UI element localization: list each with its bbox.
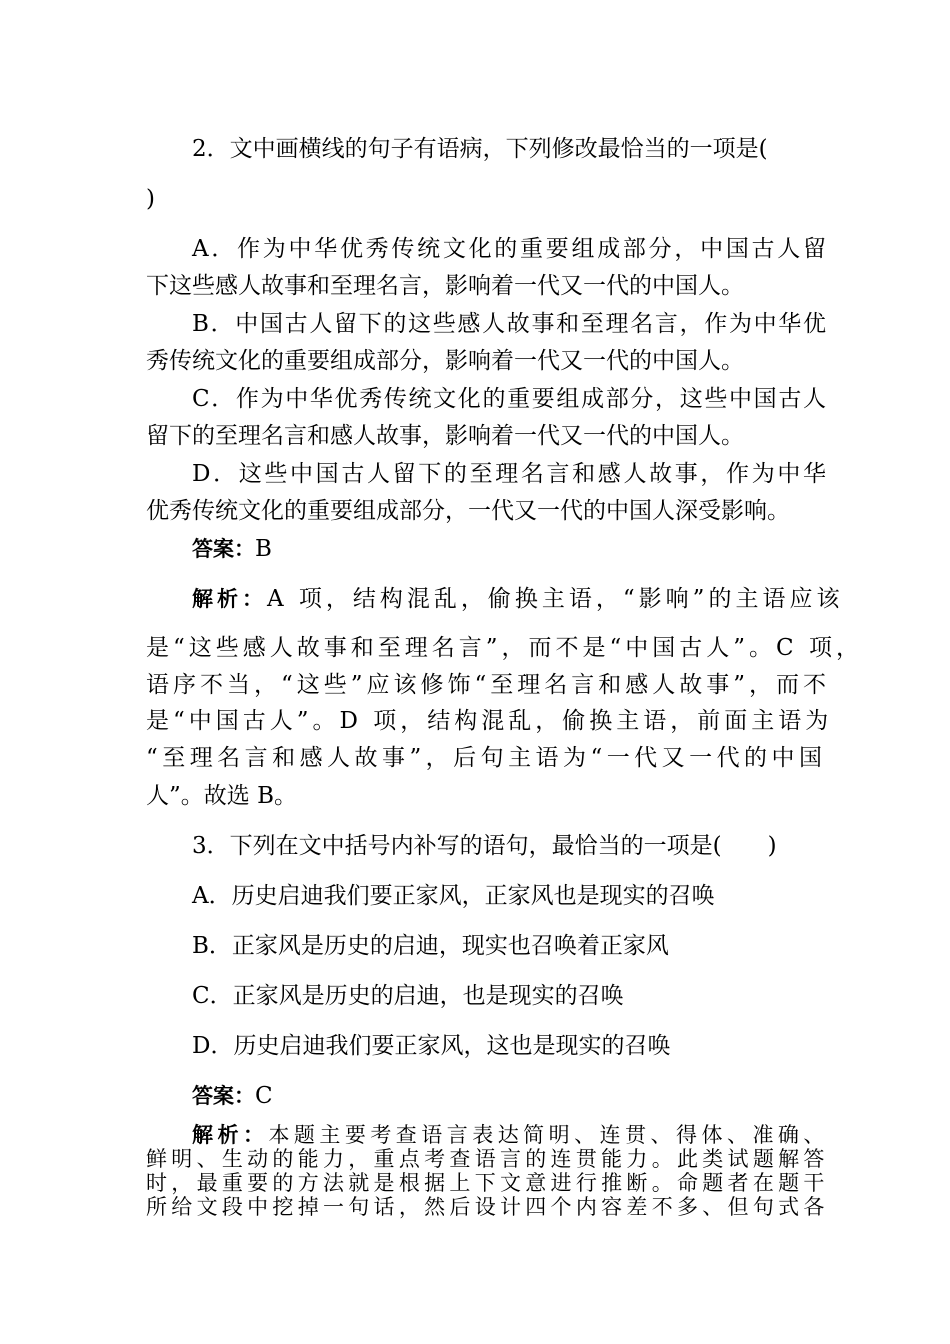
q2-option-d-line2: 优秀传统文化的重要组成部分，一代又一代的中国人深受影响。 <box>146 498 790 524</box>
q2-option-c-line2: 留下的至理名言和感人故事，影响着一代又一代的中国人。 <box>146 423 744 449</box>
q3-option-d: D．历史启迪我们要正家风，这也是现实的召唤 <box>192 1033 671 1059</box>
q2-analysis-line5: “至理名言和感人故事”，后句主语为“一代又一代的中国 <box>146 745 826 771</box>
q3-option-c: C．正家风是历史的启迪，也是现实的召唤 <box>192 983 624 1009</box>
q2-answer-value: B <box>255 536 272 562</box>
q2-answer-label: 答案： <box>192 537 255 561</box>
q2-option-b-line2: 秀传统文化的重要组成部分，影响着一代又一代的中国人。 <box>146 348 744 374</box>
q2-analysis-line2: 是“这些感人故事和至理名言”，而不是“中国古人”。C 项， <box>146 635 863 661</box>
q2-option-a-line2: 下这些感人故事和至理名言，影响着一代又一代的中国人。 <box>146 273 744 299</box>
q2-analysis-text1: A 项，结构混乱，偷换主语，“影响”的主语应该 <box>267 586 844 612</box>
q2-stem-line1: 2．文中画横线的句子有语病，下列修改最恰当的一项是( <box>192 136 768 162</box>
q3-analysis-line1 <box>192 1123 826 1147</box>
q3-option-b: B．正家风是历史的启迪，现实也召唤着正家风 <box>192 933 669 959</box>
q3-answer-value: C <box>255 1083 273 1109</box>
q2-option-a-line1: A．作为中华优秀传统文化的重要组成部分，中国古人留 <box>192 236 826 262</box>
q2-option-d-line1: D．这些中国古人留下的至理名言和感人故事，作为中华 <box>192 461 826 487</box>
q2-analysis-line3: 语序不当，“这些”应该修饰“至理名言和感人故事”，而不 <box>146 672 831 698</box>
q2-analysis-line1 <box>192 584 844 614</box>
q3-answer-label: 答案： <box>192 1084 255 1108</box>
q3-answer <box>192 1081 826 1111</box>
q2-analysis-line6: 人”。故选 B。 <box>146 783 297 809</box>
q3-analysis-line4: 所给文段中挖掉一句话，然后设计四个内容差不多、但句式各 <box>146 1195 826 1219</box>
q3-analysis-line3: 时，最重要的方法就是根据上下文意进行推断。命题者在题干 <box>146 1171 826 1195</box>
q2-option-c-line1: C．作为中华优秀传统文化的重要组成部分，这些中国古人 <box>192 386 826 412</box>
q3-analysis-text1: 本题主要考查语言表达简明、连贯、得体、准确、 <box>268 1123 826 1147</box>
q3-stem: 3．下列在文中括号内补写的语句，最恰当的一项是( ) <box>192 833 777 859</box>
q2-answer <box>192 534 826 564</box>
q3-analysis-label: 解析： <box>192 1123 269 1147</box>
q2-analysis-label: 解析： <box>192 587 267 611</box>
q2-option-b-line1: B．中国古人留下的这些感人故事和至理名言，作为中华优 <box>192 311 826 337</box>
q2-analysis-line4: 是“中国古人”。D 项，结构混乱，偷换主语，前面主语为 <box>146 708 833 734</box>
q3-option-a: A．历史启迪我们要正家风，正家风也是现实的召唤 <box>192 883 715 909</box>
q3-analysis-line2: 鲜明、生动的能力，重点考查语言的连贯能力。此类试题解答 <box>146 1147 826 1171</box>
q2-stem-line2: ) <box>146 186 155 212</box>
